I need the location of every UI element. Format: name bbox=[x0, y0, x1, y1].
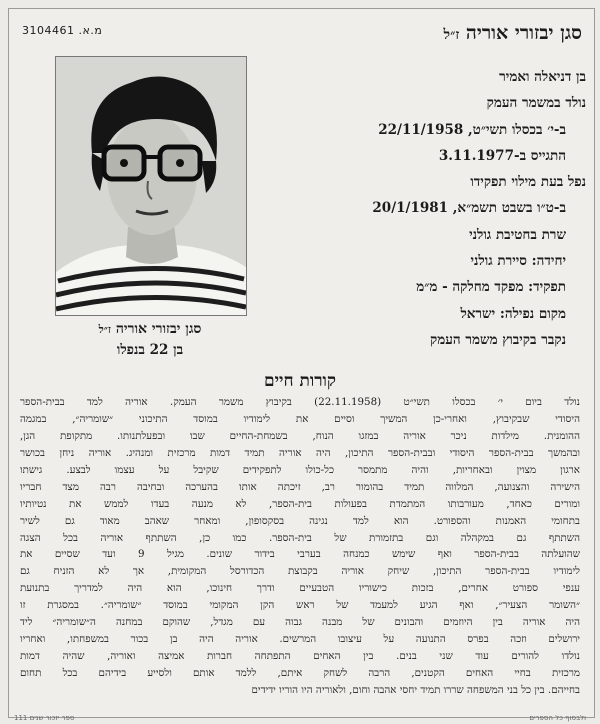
bio-line: ההומנית. מילדות ניכר אוריה במזגו הנוח, בשמחת-החיים שבו ובפעלתנותו. מתקופת הגן, bbox=[20, 429, 580, 442]
bio-line: היה אוריה בין היוזמים והבונים של מבנה גבוה עם מגדל, שהוקם במחנה ה״שומריה״ ליד bbox=[20, 616, 580, 629]
bio-line: היסודי שבקיבוץ, ואחרי-כן המשיך וסיים את לימודיו במוסד התיכוני ״שומריה״, במגמה bbox=[20, 412, 580, 425]
detail-enlisted: התגייס ב-3.11.1977 bbox=[438, 147, 566, 164]
caption-honorific: ז״ל bbox=[98, 323, 111, 336]
bio-line: ובהמשך בבית-הספר היסודי ובבית-הספר התיכון, היה אוריה תמיד דמות מרכזית ומנהיג. אוריה ניחן בכושר bbox=[20, 446, 580, 459]
detail-birthdate: ב-י׳ בכסלו תשי״ט, 22/11/1958 bbox=[378, 121, 566, 138]
bio-line: בחייהם. בין כל בני המשפחה שררו תמיד יחסי אהבה וחום, ולאוריה היו הוריו ידידים bbox=[251, 683, 580, 696]
bio-heading: קורות חיים bbox=[263, 371, 337, 391]
details-block bbox=[246, 64, 586, 353]
bio-line: לימודיו בבית-הספר התיכון, שיחק אוריה בקבוצת הכדורסל המקומית, אך לא הזניח גם bbox=[20, 565, 580, 578]
detail-deathdate: ב-ט״ו בשבט תשמ״א, 20/1/1981 bbox=[372, 200, 566, 217]
detail-unit: יחידה: סיירת גולני bbox=[470, 253, 566, 270]
bio-line: ״השומר הצעיר״, ואף הגיע למעמד של ראש הקן המקומי במוסד ״שומריה״. במסגרת זו bbox=[20, 599, 580, 612]
footer-right: ולבסוף כל הספרים bbox=[529, 714, 586, 722]
caption-name: סגן יבזורי אוריה bbox=[115, 321, 202, 337]
personal-id: מ.א. 3104461 bbox=[22, 24, 103, 37]
detail-burial: נקבר בקיבוץ משמר העמק bbox=[430, 331, 566, 348]
bio-line: ומורים כאחד, מעורבותו המתמדת בפעולות בית-הספר, לא מנעה בעדו לממש את נטיותיו bbox=[20, 497, 580, 510]
detail-role: תפקיד: מפקד מחלקה - מ״מ bbox=[416, 279, 566, 296]
bio-line: ענפי ספורט אחרים, בזכות כישוריו הטבעיים ודרך חינוכו, הוא היה למדריך בתנועת bbox=[20, 582, 580, 595]
detail-birthplace: נולד במשמר העמק bbox=[486, 95, 586, 112]
caption-age: בן 22 בנפלו bbox=[116, 342, 184, 358]
bio-line: הישירה והצנועה, המלווה תמיד בהומור רב, זיכתה אותו בהערכה ובחיבה רבה מצד חבריו bbox=[20, 480, 580, 493]
bio-line: מרכזית בחיי האחים הקטנים, הרבה לשחק איתם, ללמד אותם ולסייע בידיהם בכל תחום bbox=[20, 667, 580, 679]
title-honorific: ז״ל bbox=[443, 27, 460, 43]
bio-text bbox=[20, 394, 580, 699]
portrait-photo bbox=[55, 56, 247, 316]
bio-line: ירושלים וזכה בפרס התנועה על עיצובו המרשים. אוריה היה בן בכור במשפחתו, ואחריו bbox=[20, 633, 580, 646]
footer-left: ספר יזכור שנים 111 bbox=[14, 714, 75, 722]
photo-caption bbox=[40, 321, 260, 358]
detail-fell: נפל בעת מילוי תפקידו bbox=[470, 174, 586, 191]
bio-line: נולדו להורים עוד שני בנים. בין האחים התפתחה חברות אמיצה ואוריה, שהיה דמות bbox=[20, 650, 580, 663]
title-name: סגן יבזורי אוריה bbox=[465, 22, 582, 44]
detail-brigade: שרת בחטיבת גולני bbox=[469, 226, 566, 243]
bio-line: בתחומי האמנות והספורט. הוא למד נגינה בסקסופון, ומאחר שאהב מאוד גם לשיר bbox=[20, 514, 580, 527]
page-footer bbox=[0, 712, 600, 724]
detail-parents: בן דניאלה ואמיר bbox=[499, 69, 586, 85]
bio-line: נולד ביום י׳ בכסלו תשי״ט (22.11.1958) בקיבוץ משמר העמק. אוריה למד בבית-הספר bbox=[20, 396, 580, 408]
portrait-illustration bbox=[56, 57, 246, 315]
detail-place: מקום נפילה: ישראל bbox=[460, 305, 566, 322]
page-title bbox=[444, 22, 582, 45]
bio-line: ארגון מצוין ובאחריות, והיה מתמסר כל-כולו לתפקידים שקיבל על עצמו לבצע. גישתו bbox=[20, 463, 580, 476]
caption-name-line bbox=[40, 321, 260, 338]
bio-line: השתתף גם במקהלה וגם בתזמורת של בית-הספר. כמו כן, השתתף אוריה בכל הצגה bbox=[20, 531, 580, 544]
bio-line: שהועלתה בבית-הספר ואף שימש כמנחה בערבי בידור שונים. מגיל 9 ועד שסיים את bbox=[20, 548, 580, 561]
